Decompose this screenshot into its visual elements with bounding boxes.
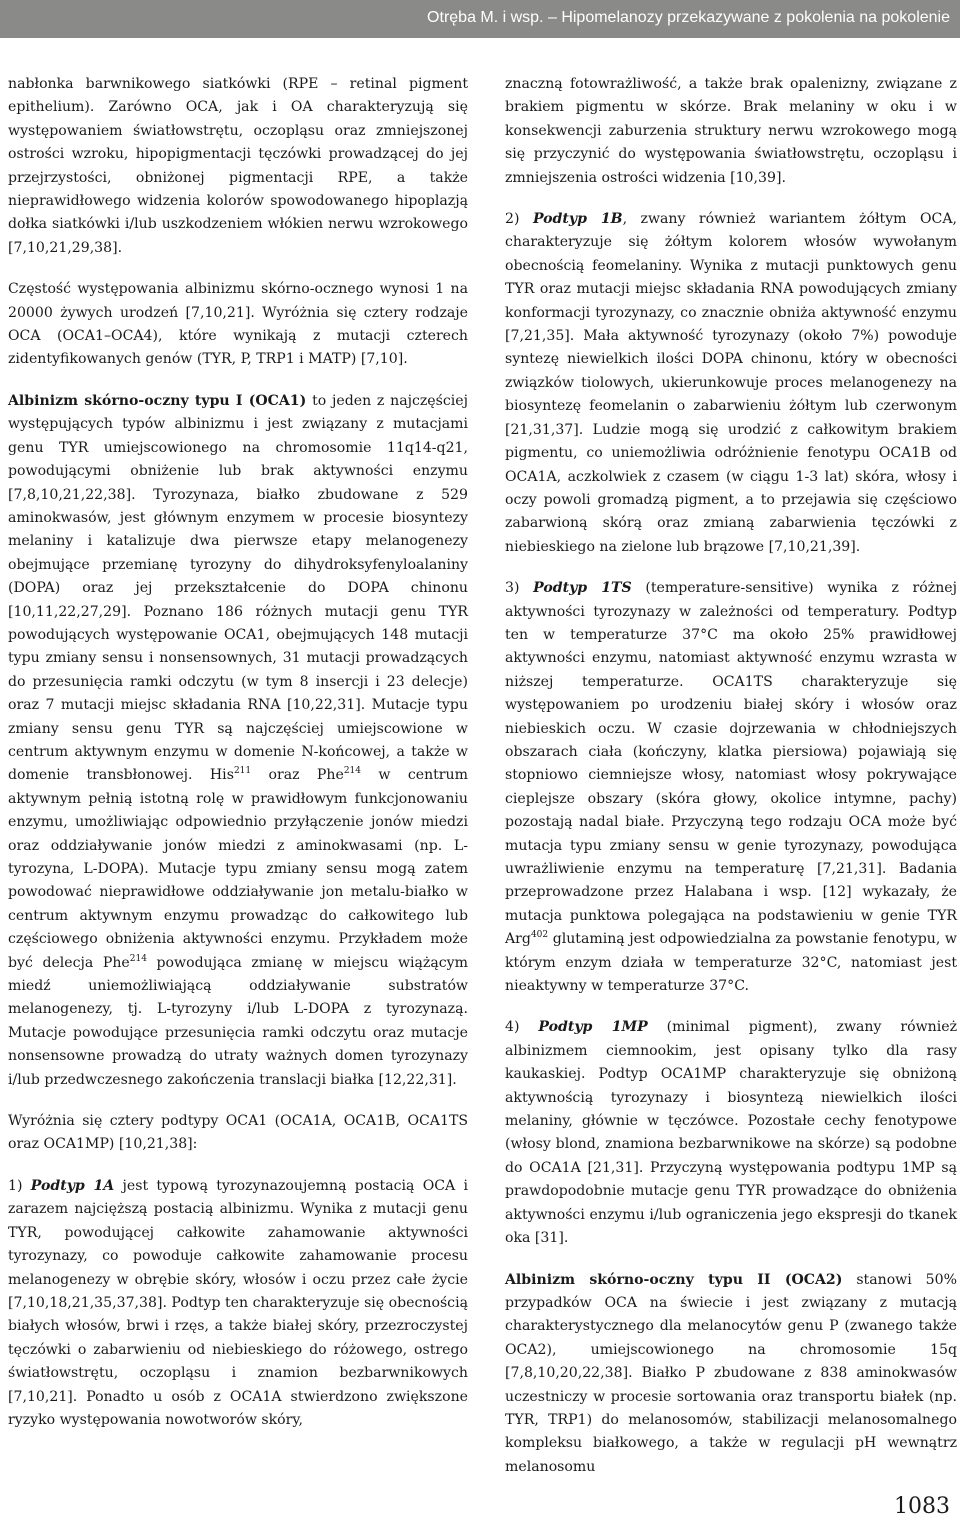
list-number: 1) (8, 1177, 31, 1194)
running-title: Otręba M. i wsp. – Hipomelanozy przekazywane z pokolenia na pokolenie (427, 9, 950, 26)
section-heading-oca1: Albinizm skórno-oczny typu I (OCA1) (8, 392, 307, 409)
paragraph-text: glutaminą jest odpowiedzialna za powstanie fenotypu, w którym enzym działa w temperaturze 32°C, natomiast jest nieaktywny w temperaturze 37°C. (505, 931, 957, 995)
paragraph-text: oraz Phe (251, 767, 344, 784)
paragraph-text: nabłonka barwnikowego siatkówki (RPE – retinal pigment epithelium). Zarówno OCA, jak i OA charakteryzują się występowaniem światłowstrętu, oczopląsu oraz zmniejszonej ostrości wzroku, hipopigmentacji tęczówki prowadzącej do jej przejrzystości, obniżonej pigmentacji RPE, a także nieprawidłowego widzenia kolorów spowodowanego hipoplazją dołka siatkówki i/lub uszkodzeniem włókien nerwu wzrokowego [7,10,21,29,38]. (8, 76, 468, 256)
subtype-heading-1b: Podtyp 1B (532, 211, 623, 228)
superscript: 402 (530, 930, 549, 941)
paragraph-frequency (8, 278, 468, 372)
paragraph-text: powodująca zmianę w miejscu wiążącym miedź uniemożliwiającą oddziaływanie substratów melanogenezy, tj. L-tyrozyny i/lub L-DOPA z tyrozynazą. Mutacje powodujące przesunięcia ramki odczytu oraz mutacje nonsensowne prowadzą do utraty ważnych domen tyrozynazy i/lub przedwczesnego zakończenia translacji białka [12,22,31]. (8, 954, 468, 1088)
list-number: 2) (505, 211, 533, 228)
paragraph-oca1 (8, 390, 468, 1092)
paragraph-subtype-1ts (505, 577, 957, 998)
paragraph-text: Częstość występowania albinizmu skórno-ocznego wynosi 1 na 20000 żywych urodzeń [7,10,21]. Wyróżnia się cztery rodzaje OCA (OCA1–OCA4), które wynikają z mutacji czterech zidentyfikowanych genów (TYR, P, TRP1 i MATP) [7,10]. (8, 281, 468, 368)
paragraph-text: Wyróżnia się cztery podtypy OCA1 (OCA1A, OCA1B, OCA1TS oraz OCA1MP) [10,21,38]: (8, 1113, 468, 1153)
list-number: 4) (505, 1019, 539, 1036)
paragraph-text: w centrum aktywnym pełnią istotną rolę w prawidłowym funkcjonowaniu enzymu, umożliwiając odpowiednio przyłączenie jonów miedzi oraz oddziaływanie jonów miedzi z aminokwasami (np. L-tyrozyna, L-DOPA). Mutacje typu zmiany sensu mogą zatem powodować nieprawidłowe oddziaływanie jon metalu-białko w centrum aktywnym enzymu prowadząc do całkowitego lub częściowego obniżenia aktywności enzymu. Przykładem może być delecja Phe (8, 767, 468, 971)
paragraph-subtype-1mp (505, 1016, 957, 1250)
subtype-heading-1a: Podtyp 1A (30, 1177, 115, 1194)
superscript: 214 (129, 953, 147, 964)
right-column (505, 73, 957, 1497)
left-column (8, 73, 468, 1450)
paragraph-subtypes-intro (8, 1110, 468, 1157)
subtype-heading-1ts: Podtyp 1TS (533, 580, 632, 597)
paragraph-text: , zwany również wariantem żółtym OCA, charakteryzuje się żółtym kolorem włosów wywołanym obecnością feomelaniny. Wynika z mutacji punktowych genu TYR oraz mutacji miejsc składania RNA powodujących zmiany konformacji tyrozynazy, co znacznie obniża aktywność enzymu [7,21,35]. Mała aktywność tyrozynazy (około 7%) powoduje syntezę niewielkich ilości DOPA chinonu, który w obecności związków tiolowych, ukierunkowuje proces melanogenezy na biosyntezę feomelanin o zabarwieniu żółtym lub czerwonym [21,31,37]. Ludzie mogą się urodzić z całkowitym brakiem pigmentu, co uniemożliwia odróżnienie fenotypu OCA1B od OCA1A, aczkolwiek z czasem (w ciągu 1-3 lat) skóra, włosy i oczy powoli gromadzą pigment, a to przejawia się częściowo zabarwioną skórą oraz zmianą zabarwienia tęczówki z niebieskiego na zielone lub brązowe [7,10,21,39]. (505, 211, 957, 555)
page-number: 1083 (894, 1494, 950, 1519)
running-header-bar (0, 0, 960, 38)
subtype-heading-1mp: Podtyp 1MP (538, 1019, 648, 1036)
paragraph-subtype-1b (505, 208, 957, 559)
paragraph-subtype-1a (8, 1175, 468, 1432)
superscript: 211 (233, 766, 252, 777)
list-number: 3) (505, 580, 534, 597)
paragraph-text: (temperature-sensitive) wynika z różnej aktywności tyrozynazy w zależności od temperatury. Podtyp ten w temperaturze 37°C ma około 25% prawidłowej aktywności enzymu, natomiast aktywność enzymu wzrasta w niższej temperaturze. OCA1TS charakteryzuje się występowaniem po urodzeniu białej skóry i włosów oraz niebieskich oczu. W czasie dojrzewania w chłodniejszych obszarach ciała (kończyny, klatka piersiowa) pojawiają się stopniowo ciemniejsze włosy, natomiast włosy pokrywające cieplejsze obszary (skóra głowy, okolice intymne, pachy) pozostają nadal białe. Przyczyną tego rodzaju OCA może być mutacja typu zmiany sensu w genie tyrozynazy, powodująca uwrażliwienie enzymu na temperaturę [7,21,31]. Badania przeprowadzone przez Halabana i wsp. [12] wykazały, że mutacja punktowa polegająca na podstawieniu w genie TYR Arg (505, 580, 957, 948)
superscript: 214 (343, 766, 362, 777)
paragraph-oca2 (505, 1269, 957, 1480)
section-heading-oca2: Albinizm skórno-oczny typu II (OCA2) (505, 1271, 843, 1288)
paragraph-text: jest typową tyrozynazoujemną postacią OCA i zarazem najcięższą postacią albinizmu. Wynika z mutacji genu TYR, powodującej całkowite zahamowanie aktywności tyrozynazy, co powoduje całkowite zahamowanie procesu melanogenezy w obrębie skóry, włosów i oczu przez całe życie [7,10,18,21,35,37,38]. Podtyp ten charakteryzuje się obecnością białych włosów, brwi i rzęs, a także białej skóry, przezroczystej tęczówki o zabarwieniu od niebieskiego do różowego, ostrego światłowstrętu, oczopląsu i znamion bezbarwnikowych [7,10,21]. Ponadto u osób z OCA1A stwierdzono zwiększone ryzyko występowania nowotworów skóry, (8, 1177, 468, 1428)
paragraph-oca-oa-symptoms (8, 73, 468, 260)
paragraph-text: (minimal pigment), zwany również albinizmem ciemnookim, jest opisany tylko dla rasy kaukaskiej. Podtyp OCA1MP charakteryzuje się obniżoną aktywnością tyrozynazy i biosyntezą niewielkich ilości melaniny, głównie w tęczówce. Pozostałe cechy fenotypowe (włosy blond, znamiona bezbarwnikowe na skórze) są podobne do OCA1A [21,31]. Przyczyną występowania podtypu 1MP są prawdopodobnie mutacje genu TYR prowadzące do obniżenia aktywności enzymu i/lub ograniczenia jego ekspresji do tkanek oka [31]. (505, 1019, 957, 1247)
paragraph-text: stanowi 50% przypadków OCA na świecie i jest związany z mutacją charakterystycznego dla melanocytów genu P (zwanego także OCA2), umiejscowionego na chromosomie 15q [7,8,10,20,22,38]. Białko P zbudowane z 838 aminokwasów uczestniczy w procesie sortowania oraz transportu białek (np. TYR, TRP1) do melanosomów, stabilizacji melanosomalnego kompleksu białkowego, a także w regulacji pH wewnątrz melanosomu (505, 1271, 957, 1475)
paragraph-text: znaczną fotowrażliwość, a także brak opalenizny, związane z brakiem pigmentu w skórze. Brak melaniny w oku i w konsekwencji zaburzenia struktury nerwu wzrokowego mogą się przyczynić do występowania światłowstrętu, oczopląsu i zmniejszenia ostrości widzenia [10,39]. (505, 76, 957, 186)
paragraph-text: to jeden z najczęściej występujących typów albinizmu i jest związany z mutacjami genu TYR umiejscowionego na chromosomie 11q14-q21, powodującymi obniżenie lub brak aktywności enzymu [7,8,10,21,22,38]. Tyrozynaza, białko zbudowane z 529 aminokwasów, jest głównym enzymem w procesie biosyntezy melaniny i katalizuje dwa pierwsze etapy melanogenezy obejmujące przemianę tyrozyny do dihydroksyfenyloalaniny (DOPA) oraz jej przekształcenie do DOPA chinonu [10,11,22,27,29]. Poznano 186 różnych mutacji genu TYR powodujących występowanie OCA1, obejmujących 148 mutacji typu zmiany sensu i nonsensownych, 31 mutacji prowadzących do przesunięcia ramki odczytu (w tym 8 insercji i 23 delecje) oraz 7 mutacji miejsc składania RNA [10,22,31]. Mutacje typu zmiany sensu genu TYR są najczęściej umiejscowione w centrum aktywnym enzymu w domenie N-końcowej, a także w domenie transbłonowej. His (8, 392, 468, 784)
paragraph-oca1a-continued (505, 73, 957, 190)
